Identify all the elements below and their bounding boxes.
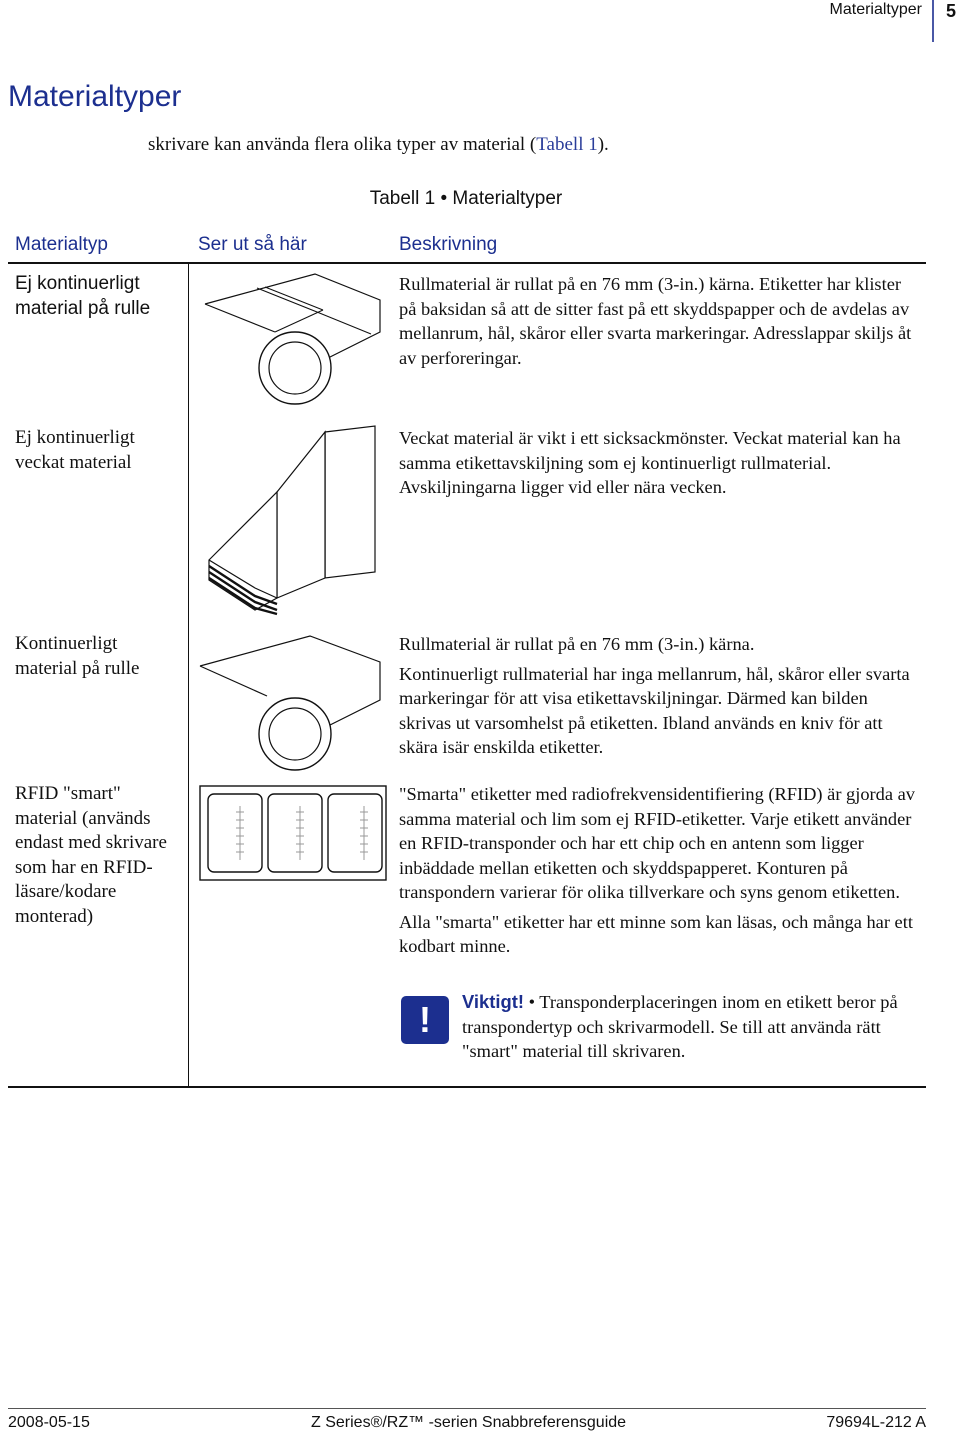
continuous-roll-illustration — [195, 626, 385, 776]
footer-rule — [8, 1408, 926, 1409]
column-header-looks: Ser ut så här — [198, 234, 307, 255]
table-header-rule — [8, 262, 926, 264]
table-caption: Tabell 1 • Materialtyper — [369, 188, 563, 209]
important-text: • Transponderplaceringen inom en etikett beror på transpondertyp och skrivarmodell. Se till att använda rätt "smart" material till skrivaren. — [462, 992, 898, 1061]
description-paragraph: Kontinuerligt rullmaterial har inga mellanrum, hål, skåror eller svarta markeringar för att visa etikettavskiljningar. Därmed kan bilden skrivas ut varsomhelst på etiketten. Ibland används en kniv för att skära isär enskilda etiketter. — [399, 663, 910, 757]
row-type-rfid: RFID "smart" material (används endast med skrivare som har en RFID-läsare/kodare monterad) — [15, 783, 167, 927]
column-header-type: Materialtyp — [15, 234, 108, 255]
table-bottom-rule — [8, 1086, 926, 1088]
table-column-divider — [188, 264, 189, 1086]
important-note — [462, 990, 922, 1064]
row-description-continuous-roll — [399, 632, 919, 765]
column-header-description: Beskrivning — [399, 234, 498, 255]
intro-text: skrivare kan använda flera olika typer av material ( — [148, 134, 537, 155]
row-description-noncontinuous-roll — [399, 272, 919, 375]
row-description-noncontinuous-fanfold — [399, 426, 919, 505]
row-type-noncontinuous-roll: Ej kontinuerligt material på rulle — [15, 273, 151, 319]
description-paragraph: Veckat material är vikt i ett sicksackmönster. Veckat material kan ha samma etikettavskiljning som ej kontinuerligt rullmaterial. Avskiljningarna ligger vid eller nära vecken. — [399, 428, 901, 497]
row-type-continuous-roll: Kontinuerligt material på rulle — [15, 633, 140, 679]
description-paragraph: "Smarta" etiketter med radiofrekvensidentifiering (RFID) är gjorda av samma material och lim som ej RFID-etiketter. Varje etikett använder en RFID-transponder och har ett chip och en antenn som ligger inbäddade mellan etiketten och skyddspapperet. Konturen på transpondern varierar för olika tillverkare och syns genom etiketten. — [399, 784, 915, 902]
intro-paragraph — [148, 134, 609, 156]
page-number: 5 — [946, 1, 957, 21]
table-reference-link[interactable]: Tabell 1 — [536, 134, 598, 155]
intro-end: ). — [597, 134, 609, 155]
row-description-rfid — [399, 782, 919, 964]
important-label: Viktigt! — [462, 991, 524, 1012]
rfid-labels-illustration — [198, 784, 388, 884]
noncontinuous-roll-illustration — [195, 262, 385, 412]
description-paragraph: Alla "smarta" etiketter har ett minne som kan läsas, och många har ett kodbart minne. — [399, 911, 913, 956]
footer-date: 2008-05-15 — [8, 1414, 90, 1431]
row-type-noncontinuous-fanfold: Ej kontinuerligt veckat material — [15, 427, 135, 473]
header-divider — [932, 0, 934, 42]
footer-guide-title: Z Series®/RZ™ -serien Snabbreferensguide — [311, 1414, 627, 1431]
description-paragraph: Rullmaterial är rullat på en 76 mm (3-in.) kärna. — [399, 634, 755, 654]
page-title: Materialtyper — [8, 80, 182, 113]
exclamation-icon: ! — [401, 996, 449, 1044]
fanfold-illustration — [195, 420, 385, 620]
description-paragraph: Rullmaterial är rullat på en 76 mm (3-in.) kärna. Etiketter har klister på baksidan så att de sitter fast på ett skyddspapper och de avdelas av mellanrum, hål, skåror eller svarta markeringar. Adresslappar skiljs åt av perforeringar. — [399, 274, 912, 368]
footer-doc-id: 79694L-212 A — [826, 1414, 926, 1431]
running-header-title: Materialtyper — [829, 1, 922, 18]
